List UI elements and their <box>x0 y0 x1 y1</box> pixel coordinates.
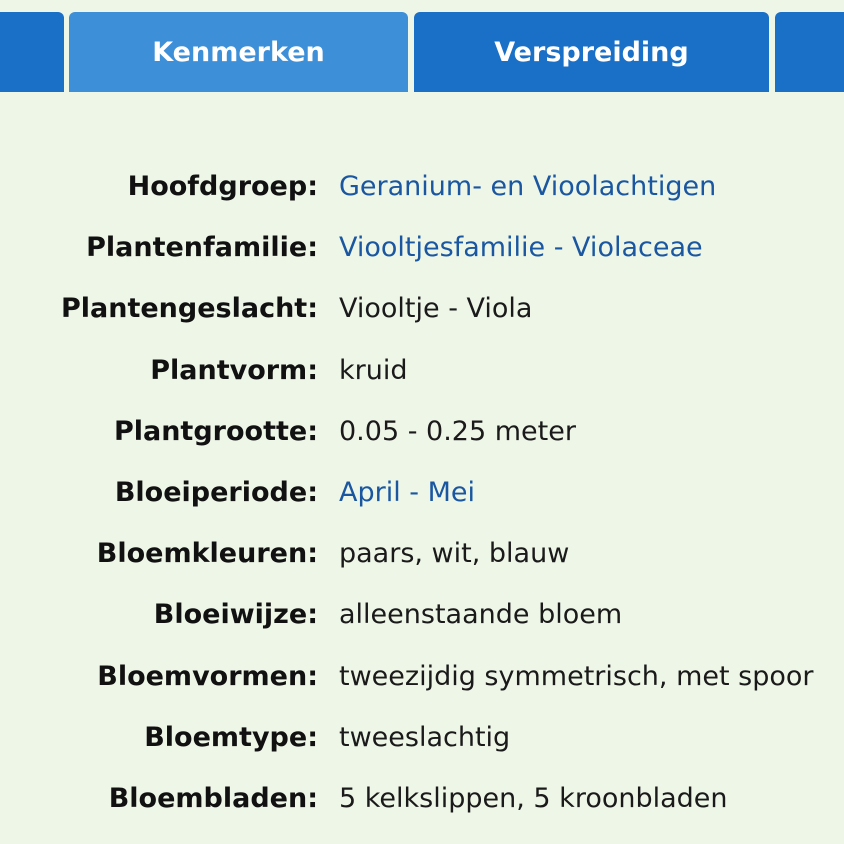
tab-kenmerken[interactable]: Kenmerken <box>69 12 408 92</box>
row-bloeiperiode <box>0 462 844 523</box>
plantenfamilie-link[interactable]: Viooltjesfamilie - Violaceae <box>339 232 703 264</box>
row-value: tweezijdig symmetrisch, met spoor <box>339 660 814 692</box>
row-value: paars, wit, blauw <box>339 538 570 570</box>
row-plantvorm <box>0 340 844 401</box>
row-bloemvormen <box>0 646 844 707</box>
row-label: Hoofdgroep: <box>127 171 318 202</box>
row-bloembladen <box>0 768 844 829</box>
row-value: 5 kelkslippen, 5 kroonbladen <box>339 782 728 814</box>
row-value: Viooltje - Viola <box>339 293 533 325</box>
row-label: Bloemvormen: <box>97 660 318 692</box>
row-plantenfamilie <box>0 217 844 278</box>
tab-next[interactable] <box>775 12 844 92</box>
row-hoofdgroep <box>0 156 844 217</box>
row-label: Bloeiwijze: <box>153 599 318 631</box>
row-label: Bloembladen: <box>108 782 318 814</box>
row-label: Bloemkleuren: <box>96 538 318 570</box>
row-label: Plantgrootte: <box>113 415 318 447</box>
bloeiperiode-link[interactable]: April - Mei <box>339 476 476 508</box>
row-bloemtype <box>0 707 844 768</box>
row-label: Plantvorm: <box>150 354 318 386</box>
row-value: tweeslachtig <box>339 721 511 753</box>
tab-previous[interactable] <box>0 12 64 92</box>
row-bloeiwijze <box>0 584 844 645</box>
row-value: 0.05 - 0.25 meter <box>339 415 576 447</box>
row-value: alleenstaande bloem <box>339 599 623 631</box>
row-plantengeslacht <box>0 278 844 339</box>
hoofdgroep-link[interactable]: Geranium- en Vioolachtigen <box>339 171 717 202</box>
tab-bar <box>0 0 844 96</box>
characteristics-table <box>0 156 844 829</box>
row-value: kruid <box>339 354 408 386</box>
tab-verspreiding[interactable]: Verspreiding <box>414 12 769 92</box>
row-bloemkleuren <box>0 523 844 584</box>
row-label: Plantenfamilie: <box>86 232 318 264</box>
row-label: Plantengeslacht: <box>60 293 318 325</box>
row-label: Bloemtype: <box>144 721 318 753</box>
row-plantgrootte <box>0 401 844 462</box>
row-label: Bloeiperiode: <box>114 476 318 508</box>
